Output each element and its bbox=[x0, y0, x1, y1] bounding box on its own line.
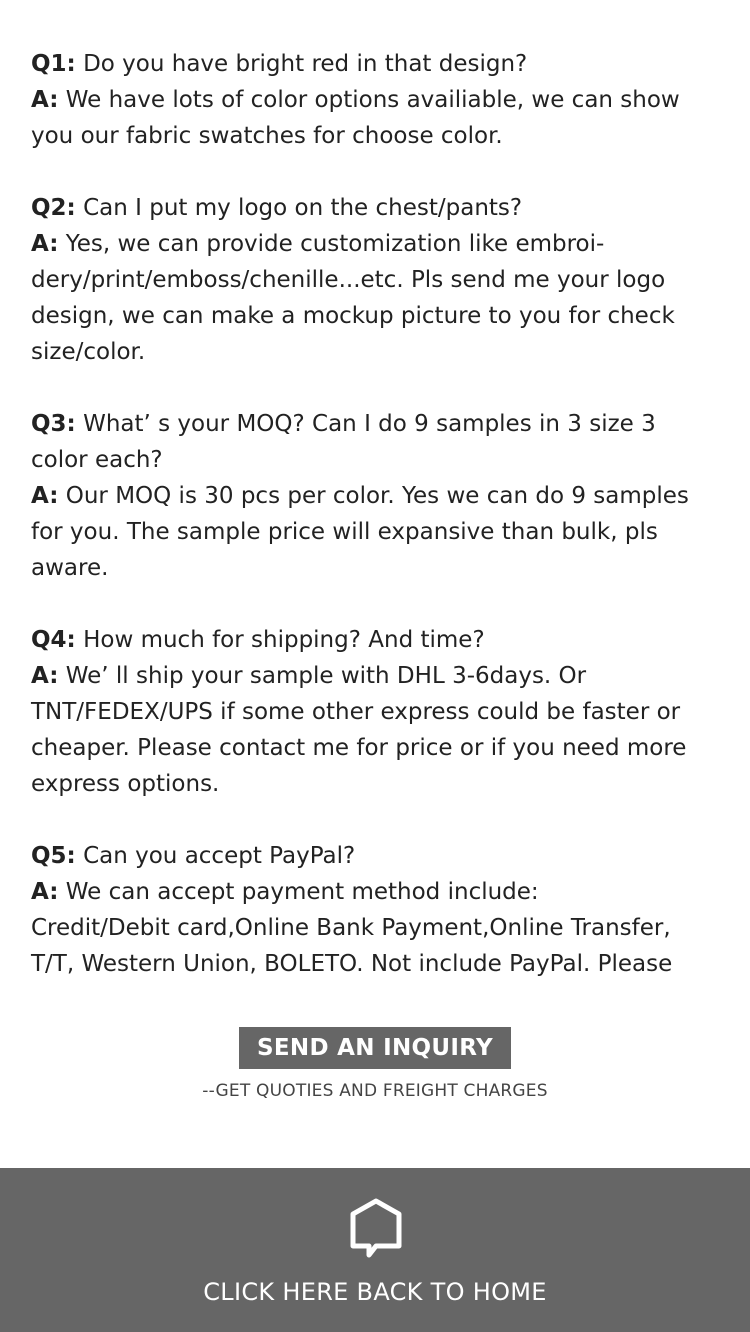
question-label: Q3: bbox=[31, 411, 76, 437]
answer-2-line-2: dery/print/emboss/chenille...etc. Pls send me your logo bbox=[31, 267, 666, 293]
answer-label: A: bbox=[31, 483, 59, 509]
answer-4-line-1 bbox=[31, 658, 713, 694]
faq-item-3 bbox=[31, 406, 713, 586]
answer-2-line-1 bbox=[31, 226, 713, 262]
faq-item-5 bbox=[31, 838, 713, 982]
answer-text: Our MOQ is 30 pcs per color. Yes we can do 9 samples bbox=[65, 483, 689, 509]
answer-4-line-2: TNT/FEDEX/UPS if some other express could be faster or bbox=[31, 699, 681, 725]
answer-label: A: bbox=[31, 663, 59, 689]
answer-3-line-3: aware. bbox=[31, 555, 109, 581]
answer-2-line-3: design, we can make a mockup picture to you for check bbox=[31, 303, 675, 329]
answer-1-line-1 bbox=[31, 82, 713, 118]
back-to-home-label: CLICK HERE BACK TO HOME bbox=[203, 1278, 547, 1306]
answer-text: We have lots of color options availiable, we can show bbox=[65, 87, 680, 113]
question-label: Q4: bbox=[31, 627, 76, 653]
question-4 bbox=[31, 622, 713, 658]
question-5 bbox=[31, 838, 713, 874]
question-3 bbox=[31, 406, 713, 442]
answer-text: Yes, we can provide customization like embroi- bbox=[65, 231, 605, 257]
answer-4-line-3: cheaper. Please contact me for price or if you need more bbox=[31, 735, 687, 761]
answer-label: A: bbox=[31, 87, 59, 113]
answer-4-line-4: express options. bbox=[31, 771, 220, 797]
question-label: Q5: bbox=[31, 843, 76, 869]
back-to-home-footer[interactable] bbox=[0, 1168, 750, 1332]
answer-2-line-4: size/color. bbox=[31, 339, 146, 365]
inquiry-subtext: --GET QUOTIES AND FREIGHT CHARGES bbox=[202, 1081, 548, 1101]
faq-item-2 bbox=[31, 190, 713, 370]
question-2 bbox=[31, 190, 713, 226]
question-3-line-2: color each? bbox=[31, 447, 163, 473]
answer-text: We’ ll ship your sample with DHL 3-6days. Or bbox=[65, 663, 587, 689]
question-label: Q1: bbox=[31, 51, 76, 77]
question-label: Q2: bbox=[31, 195, 76, 221]
inquiry-section bbox=[0, 1027, 750, 1101]
answer-text: We can accept payment method include: bbox=[65, 879, 539, 905]
answer-label: A: bbox=[31, 231, 59, 257]
answer-1-line-2: you our fabric swatches for choose color. bbox=[31, 123, 503, 149]
answer-3-line-1 bbox=[31, 478, 713, 514]
faq-section bbox=[31, 46, 713, 1018]
question-text: Can you accept PayPal? bbox=[83, 843, 356, 869]
answer-5-line-2: Credit/Debit card,Online Bank Payment,Online Transfer, bbox=[31, 915, 671, 941]
question-text: How much for shipping? And time? bbox=[83, 627, 485, 653]
home-icon bbox=[349, 1198, 403, 1258]
faq-item-4 bbox=[31, 622, 713, 802]
answer-5-line-3: T/T, Western Union, BOLETO. Not include PayPal. Please bbox=[31, 951, 673, 977]
question-text: Can I put my logo on the chest/pants? bbox=[83, 195, 523, 221]
question-1 bbox=[31, 46, 713, 82]
answer-5-line-1 bbox=[31, 874, 713, 910]
question-text: Do you have bright red in that design? bbox=[83, 51, 528, 77]
answer-label: A: bbox=[31, 879, 59, 905]
answer-3-line-2: for you. The sample price will expansive than bulk, pls bbox=[31, 519, 658, 545]
send-inquiry-button[interactable]: SEND AN INQUIRY bbox=[239, 1027, 511, 1069]
question-text: What’ s your MOQ? Can I do 9 samples in 3 size 3 bbox=[83, 411, 656, 437]
faq-item-1 bbox=[31, 46, 713, 154]
